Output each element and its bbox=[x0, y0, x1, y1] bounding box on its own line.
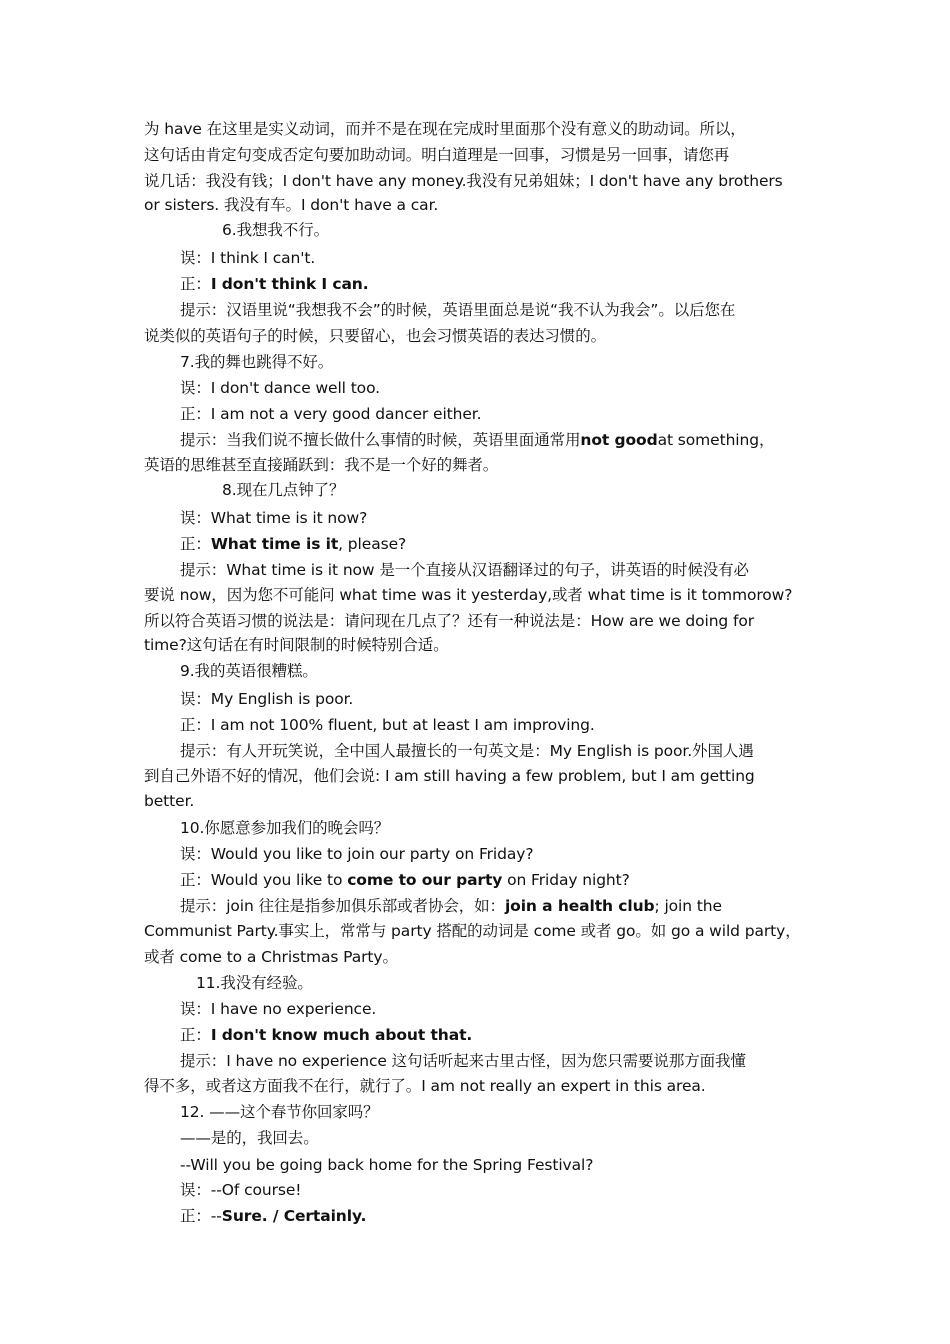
text-line: time?这句话在有时间限制的时候特别合适。 bbox=[144, 636, 449, 654]
text-line: or sisters. 我没有车。I don't have a car. bbox=[144, 196, 439, 214]
correct-example: 正：I am not 100% fluent, but at least I am improving. bbox=[180, 716, 595, 734]
text-line: 或者 come to a Christmas Party。 bbox=[144, 948, 398, 966]
wrong-example: 误：I think I can't. bbox=[180, 249, 316, 267]
item-heading: 11.我没有经验。 bbox=[196, 974, 313, 992]
correct-phrase: I don't think I can. bbox=[210, 275, 369, 293]
wrong-example: 误：--Of course! bbox=[180, 1181, 302, 1199]
item-heading: 9.我的英语很糟糕。 bbox=[180, 662, 318, 680]
item-heading: 6.我想我不行。 bbox=[222, 221, 329, 239]
text-line: 要说 now，因为您不可能问 what time was it yesterday,或者 what time is it tommorow? bbox=[144, 586, 793, 604]
text-line: 到自己外语不好的情况，他们会说: I am still having a few problem, but I am getting bbox=[144, 767, 755, 785]
correct-example: 正：Would you like to come to our party on Friday night? bbox=[180, 871, 630, 889]
correct-example: 正：What time is it, please? bbox=[180, 535, 407, 553]
correct-phrase: Sure. / Certainly. bbox=[221, 1207, 367, 1225]
item-heading: 8.现在几点钟了？ bbox=[222, 481, 345, 499]
bold-phrase: join a health club bbox=[504, 897, 655, 915]
text-line: 这句话由肯定句变成否定句要加助动词。明白道理是一回事，习惯是另一回事，请您再 bbox=[144, 146, 730, 164]
text-line: better. bbox=[144, 792, 195, 810]
correct-phrase: What time is it bbox=[210, 535, 339, 553]
item-heading: 12. ——这个春节你回家吗？ bbox=[180, 1103, 379, 1121]
item-heading: 10.你愿意参加我们的晚会吗？ bbox=[180, 819, 390, 837]
tip-line: 提示：有人开玩笑说，全中国人最擅长的一句英文是：My English is poor.外国人遇 bbox=[180, 742, 754, 760]
tip-line: 提示：What time is it now 是一个直接从汉语翻译过的句子，讲英语的时候没有必 bbox=[180, 561, 749, 579]
text-line: 所以符合英语习惯的说法是：请问现在几点了？还有一种说法是：How are we doing for bbox=[144, 612, 755, 630]
tip-line: 提示：当我们说不擅长做什么事情的时候，英语里面通常用not goodat something， bbox=[180, 431, 775, 449]
text-line: ——是的，我回去。 bbox=[180, 1129, 319, 1147]
bold-phrase: not good bbox=[580, 431, 658, 449]
wrong-example: 误：What time is it now? bbox=[180, 509, 368, 527]
correct-example: 正：I am not a very good dancer either. bbox=[180, 405, 482, 423]
tip-line: 提示：I have no experience 这句话听起来古里古怪，因为您只需要说那方面我懂 bbox=[180, 1052, 746, 1070]
text-line: Communist Party.事实上，常常与 party 搭配的动词是 come 或者 go。如 go a wild party， bbox=[144, 922, 801, 940]
text-line: 得不多，或者这方面我不在行，就行了。I am not really an expert in this area. bbox=[144, 1077, 706, 1095]
wrong-example: 误：I don't dance well too. bbox=[180, 379, 381, 397]
text-line: 英语的思维甚至直接踊跃到：我不是一个好的舞者。 bbox=[144, 456, 499, 474]
text-line: --Will you be going back home for the Spring Festival? bbox=[180, 1156, 594, 1174]
text-line: 说几话：我没有钱；I don't have any money.我没有兄弟姐妹；I don't have any brothers bbox=[144, 172, 783, 190]
correct-phrase: I don't know much about that. bbox=[210, 1026, 473, 1044]
correct-phrase: come to our party bbox=[347, 871, 503, 889]
wrong-example: 误：My English is poor. bbox=[180, 690, 354, 708]
text-line: 为 have 在这里是实义动词，而并不是在现在完成时里面那个没有意义的助动词。所以， bbox=[144, 120, 746, 138]
item-heading: 7.我的舞也跳得不好。 bbox=[180, 353, 334, 371]
correct-example: 正：--Sure. / Certainly. bbox=[180, 1207, 367, 1225]
text-line: 说类似的英语句子的时候，只要留心，也会习惯英语的表达习惯的。 bbox=[144, 327, 607, 345]
tip-line: 提示：join 往往是指参加俱乐部或者协会，如：join a health club; join the bbox=[180, 897, 722, 915]
correct-example: 正：I don't think I can. bbox=[180, 275, 369, 293]
tip-line: 提示：汉语里说“我想我不会”的时候，英语里面总是说“我不认为我会”。以后您在 bbox=[180, 301, 736, 319]
wrong-example: 误：Would you like to join our party on Friday? bbox=[180, 845, 534, 863]
wrong-example: 误：I have no experience. bbox=[180, 1000, 377, 1018]
correct-example: 正：I don't know much about that. bbox=[180, 1026, 473, 1044]
